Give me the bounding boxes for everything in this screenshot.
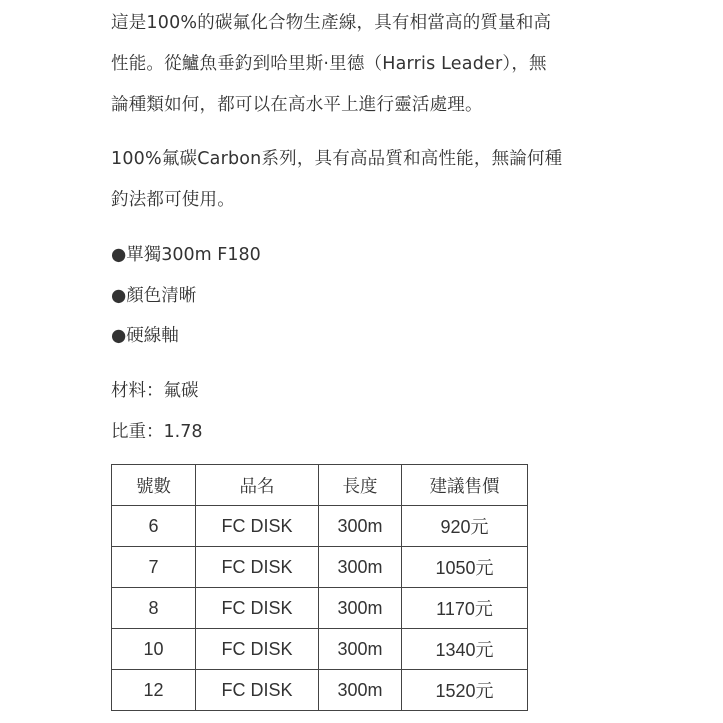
- cell-price: 1050元: [402, 547, 528, 588]
- cell-length: 300m: [319, 506, 402, 547]
- description-line: 100%氟碳Carbon系列，具有高品質和高性能，無論何種: [111, 149, 563, 169]
- column-header-price: 建議售價: [402, 465, 528, 506]
- cell-length: 300m: [319, 588, 402, 629]
- price-table: [111, 464, 528, 711]
- table-row: [112, 670, 528, 711]
- specific-gravity-spec: 比重：1.78: [111, 421, 203, 442]
- description-line: 性能。從鱸魚垂釣到哈里斯·里德（Harris Leader），無: [111, 54, 547, 74]
- table-header-row: [112, 465, 528, 506]
- column-header-product-name: 品名: [196, 465, 319, 506]
- table-row: [112, 588, 528, 629]
- cell-price: 1520元: [402, 670, 528, 711]
- cell-price: 1170元: [402, 588, 528, 629]
- feature-item: ●硬線軸: [111, 326, 179, 346]
- column-header-size: 號數: [112, 465, 196, 506]
- feature-list: [111, 235, 621, 357]
- cell-product-name: FC DISK: [196, 629, 319, 670]
- cell-product-name: FC DISK: [196, 506, 319, 547]
- cell-size: 12: [112, 670, 196, 711]
- cell-length: 300m: [319, 629, 402, 670]
- cell-price: 920元: [402, 506, 528, 547]
- cell-product-name: FC DISK: [196, 670, 319, 711]
- table-row: [112, 629, 528, 670]
- feature-item: ●單獨300m F180: [111, 245, 261, 265]
- description-paragraph-1: [111, 3, 621, 126]
- description-line: 這是100%的碳氟化合物生產線，具有相當高的質量和高: [111, 13, 552, 33]
- cell-size: 10: [112, 629, 196, 670]
- cell-product-name: FC DISK: [196, 588, 319, 629]
- cell-size: 8: [112, 588, 196, 629]
- table-row: [112, 547, 528, 588]
- product-description: [111, 0, 621, 453]
- feature-item: ●顏色清晰: [111, 285, 197, 306]
- cell-size: 7: [112, 547, 196, 588]
- table-row: [112, 506, 528, 547]
- description-line: 論種類如何，都可以在高水平上進行靈活處理。: [111, 95, 483, 115]
- cell-length: 300m: [319, 670, 402, 711]
- description-paragraph-2: [111, 139, 621, 221]
- column-header-length: 長度: [319, 465, 402, 506]
- cell-product-name: FC DISK: [196, 547, 319, 588]
- cell-size: 6: [112, 506, 196, 547]
- cell-price: 1340元: [402, 629, 528, 670]
- description-line: 釣法都可使用。: [111, 190, 235, 210]
- material-spec: 材料：氟碳: [111, 380, 199, 401]
- cell-length: 300m: [319, 547, 402, 588]
